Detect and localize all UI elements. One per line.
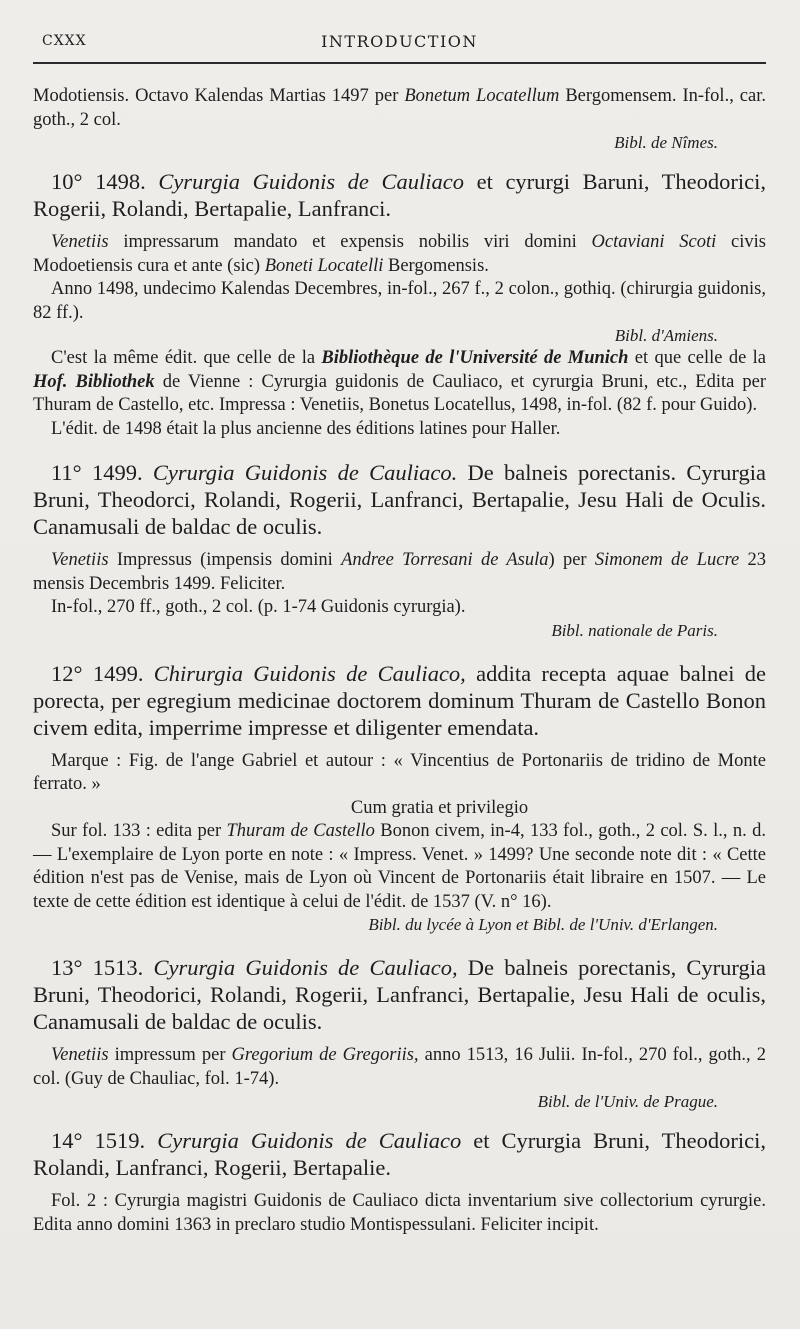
text-run-italic: Gregorium de Gregoriis,	[231, 1045, 419, 1065]
entry-paragraph	[33, 231, 766, 278]
entry-paragraph	[33, 1044, 766, 1091]
text-run: In-fol., 270 ff., goth., 2 col. (p. 1-74 Guidonis cyrurgia).	[51, 597, 466, 617]
text-run-italic: Boneti Locatelli	[264, 255, 384, 276]
text-run: anno 1513, 16 Julii. In-fol., 270 fol., goth., 2 col. (Guy de Chauliac, fol. 1-74).	[33, 1045, 766, 1089]
text-run-italic: Venetiis	[51, 232, 109, 252]
text-run-italic: Bonetum Locatellum	[404, 86, 560, 106]
text-run-italic: Hof. Bibliothek	[33, 371, 155, 392]
text-run: 12° 1499.	[51, 660, 154, 686]
text-run: Bonon civem, in-4, 133 fol., goth., 2 col. S. l., n. d. — L'exemplaire de Lyon porte en note : « Impress. Venet. » 1499? Une seconde note dit : « Cette édition n'est pas de Venise, mais de Lyon où Vincent de Portonariis était libraire en 1507. — Le texte de cette édition est identique à celui de l'édit. de 1537 (V. n° 16).	[33, 821, 767, 912]
text-run: Sur fol. 133 : edita per	[51, 821, 227, 841]
text-run: 11° 1499.	[51, 460, 153, 485]
library-location: Bibl. de l'Univ. de Prague.	[537, 1092, 718, 1111]
text-run-italic: Cyrurgia Guidonis de Cauliaco	[158, 169, 465, 194]
text-run: De balneis porectanis, Cyrurgia Bruni, Theodorici, Rolandi, Rogerii, Lanfranci, Bertapalie, Jesu Hali de oculis, Canamusali de baldac de oculis.	[33, 955, 766, 1034]
text-run-italic: Cyrurgia Guidonis de Cauliaco	[157, 1128, 462, 1153]
text-run-italic: Venetiis	[51, 1045, 109, 1065]
text-run: 23 mensis Decembris 1499. Feliciter.	[33, 550, 767, 594]
text-run: Bergomensem. In-fol., car. goth., 2 col.	[33, 86, 766, 130]
entry-note	[33, 418, 766, 442]
text-run: et que celle de la	[628, 348, 766, 368]
entry-title-12	[33, 660, 766, 741]
text-run-italic: Andree Torresani de Asula	[341, 550, 549, 570]
text-run: civis Modoetiensis cura et ante (sic)	[33, 232, 766, 276]
privilege-line: Cum gratia et privilegio	[350, 797, 529, 818]
text-run-italic: Thuram de Castello	[226, 821, 375, 841]
text-run: Bergomensis.	[383, 255, 489, 276]
entry-title-11	[33, 459, 766, 540]
text-run: Impressus (impensis domini	[108, 550, 342, 570]
text-run-italic: Octaviani Scoti	[591, 232, 717, 252]
text-run: 10° 1498.	[51, 169, 159, 194]
text-run: de Vienne : Cyrurgia guidonis de Cauliaco, et cyrurgia Bruni, etc., Edita per Thuram de Castello, etc. Impressa : Venetiis, Bonetus Locatellus, 1498, in-fol. (82 f. pour Guido).	[33, 371, 767, 415]
text-run-italic: Chirurgia Guidonis de Cauliaco,	[153, 660, 466, 686]
section-title: INTRODUCTION	[321, 32, 478, 51]
running-head	[33, 0, 766, 64]
entry-title-13	[33, 954, 766, 1035]
text-run: addita recepta aquae balnei de porecta, per egregium medicinae doctorem dominum Thuram de Castello Bonon civem edita, imperrime impresse et diligenter emendata.	[33, 660, 767, 740]
entry-paragraph	[33, 549, 766, 596]
library-location: Bibl. du lycée à Lyon et Bibl. de l'Univ. d'Erlangen.	[368, 915, 718, 934]
entry-title-10	[33, 168, 766, 222]
text-run: De balneis porectanis. Cyrurgia Bruni, Theodorci, Rolandi, Rogerii, Lanfranci, Bertapalie, Jesu Hali de Oculis. Canamusali de baldac de oculis.	[33, 460, 766, 539]
text-run: Marque : Fig. de l'ange Gabriel et autour : « Vincentius de Portonariis de tridino de Monte ferrato. »	[33, 750, 766, 794]
text-run: Anno 1498, undecimo Kalendas Decembres, in-fol., 267 f., 2 colon., gothiq. (chirurgia guidonis, 82 ff.).	[33, 279, 766, 323]
text-block	[33, 85, 766, 1237]
text-run-italic: Cyrurgia Guidonis de Cauliaco,	[153, 955, 458, 980]
entry-note	[33, 347, 766, 418]
entry-paragraph	[33, 750, 766, 797]
page-number: CXXX	[42, 33, 87, 49]
text-run: 14° 1519.	[51, 1128, 158, 1153]
text-run-italic: Bibliothèque de l'Université de Munich	[321, 348, 629, 368]
text-run: et Cyrurgia Bruni, Theodorici, Rolandi, Lanfranci, Rogerii, Bertapalie.	[33, 1128, 766, 1180]
text-run: et cyrurgi Baruni, Theodorici, Rogerii, Rolandi, Bertapalie, Lanfranci.	[33, 169, 766, 221]
library-location: Bibl. d'Amiens.	[614, 326, 718, 345]
text-run: ) per	[548, 550, 595, 570]
entry-paragraph	[33, 278, 766, 325]
text-run-italic: Simonem de Lucre	[594, 550, 740, 570]
text-run: impressum per	[108, 1045, 232, 1065]
text-run: Fol. 2 : Cyrurgia magistri Guidonis de Cauliaco dicta inventarium sive collectorium cyrurgie. Edita anno domini 1363 in preclaro studio Montispessulani. Feliciter incipit.	[33, 1191, 766, 1235]
text-run: L'édit. de 1498 était la plus ancienne des éditions latines pour Haller.	[51, 418, 561, 439]
text-run: Modotiensis. Octavo Kalendas Martias 1497 per	[33, 86, 405, 106]
entry-title-14	[33, 1127, 766, 1181]
text-run: C'est la même édit. que celle de la	[51, 348, 322, 368]
entry-paragraph	[33, 596, 766, 620]
entry-paragraph	[33, 1190, 766, 1237]
text-run: impressarum mandato et expensis nobilis viri domini	[108, 232, 592, 252]
text-run-italic: Cyrurgia Guidonis de Cauliaco.	[152, 460, 458, 485]
library-location: Bibl. nationale de Paris.	[551, 620, 718, 640]
entry-continuation	[33, 85, 766, 132]
text-run: 13° 1513.	[51, 955, 154, 980]
entry-note	[33, 820, 766, 914]
text-run-italic: Venetiis	[51, 550, 109, 570]
library-location: Bibl. de Nîmes.	[614, 133, 718, 152]
